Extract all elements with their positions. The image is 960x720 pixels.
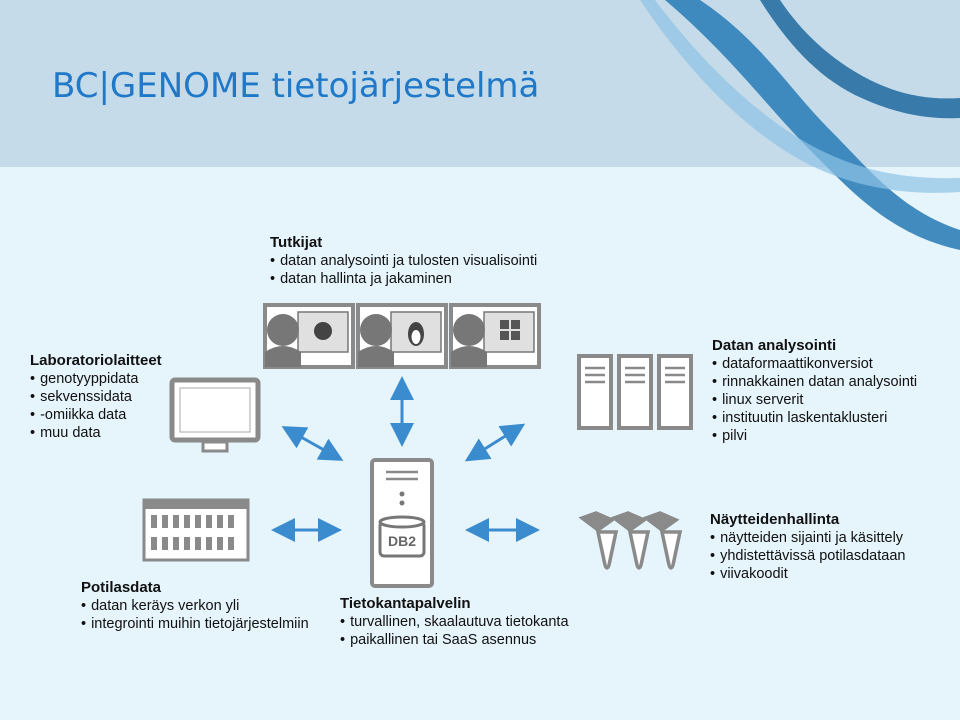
researchers-block <box>270 233 537 288</box>
list-item: • sekvenssidata <box>30 388 162 406</box>
compute-servers-icon <box>579 356 691 428</box>
arrow-lab-to-database <box>292 432 333 455</box>
list-item: • rinnakkainen datan analysointi <box>712 373 917 391</box>
list-item: • datan keräys verkon yli <box>81 597 309 615</box>
researchers-heading: Tutkijat <box>270 234 323 251</box>
list-item: • -omiikka data <box>30 406 162 424</box>
samples-block <box>710 510 905 583</box>
list-item: • yhdistettävissä potilasdataan <box>710 547 905 565</box>
list-item: • dataformaattikonversiot <box>712 355 917 373</box>
page-title: BC|GENOME tietojärjestelmä <box>52 66 540 106</box>
lab-devices-list <box>30 370 162 442</box>
arrow-analysis-to-database <box>475 430 515 455</box>
list-item: • viivakoodit <box>710 565 905 583</box>
researcher-windows-workstation-icon <box>451 305 539 367</box>
list-item: • turvallinen, skaalautuva tietokanta <box>340 613 569 631</box>
sample-tubes-icon <box>582 513 680 568</box>
list-item: • näytteiden sijainti ja käsittely <box>710 529 905 547</box>
database-heading: Tietokantapalvelin <box>340 595 471 612</box>
analysis-list <box>712 355 917 445</box>
patient-data-heading: Potilasdata <box>81 579 162 596</box>
list-item: • linux serverit <box>712 391 917 409</box>
list-item: • muu data <box>30 424 162 442</box>
researcher-mac-workstation-icon <box>265 305 353 367</box>
lab-device-monitor-icon <box>172 380 258 451</box>
researchers-list <box>270 252 537 288</box>
list-item: • instituutin laskentaklusteri <box>712 409 917 427</box>
patient-data-list <box>81 597 309 633</box>
list-item: • datan hallinta ja jakaminen <box>270 270 537 288</box>
database-server-label: DB2 <box>387 533 417 549</box>
analysis-heading: Datan analysointi <box>712 337 837 354</box>
samples-heading: Näytteidenhallinta <box>710 511 840 528</box>
analysis-block <box>712 336 917 445</box>
lab-devices-heading: Laboratoriolaitteet <box>30 352 162 369</box>
samples-list <box>710 529 905 583</box>
list-item: • pilvi <box>712 427 917 445</box>
database-block <box>340 594 569 649</box>
lab-devices-block <box>30 351 162 442</box>
researcher-linux-workstation-icon <box>358 305 446 367</box>
patient-data-block <box>81 578 309 633</box>
list-item: • integrointi muihin tietojärjestelmiin <box>81 615 309 633</box>
database-server-icon <box>372 460 432 586</box>
list-item: • paikallinen tai SaaS asennus <box>340 631 569 649</box>
hospital-building-icon <box>144 500 248 560</box>
list-item: • genotyyppidata <box>30 370 162 388</box>
list-item: • datan analysointi ja tulosten visualisointi <box>270 252 537 270</box>
database-list <box>340 613 569 649</box>
